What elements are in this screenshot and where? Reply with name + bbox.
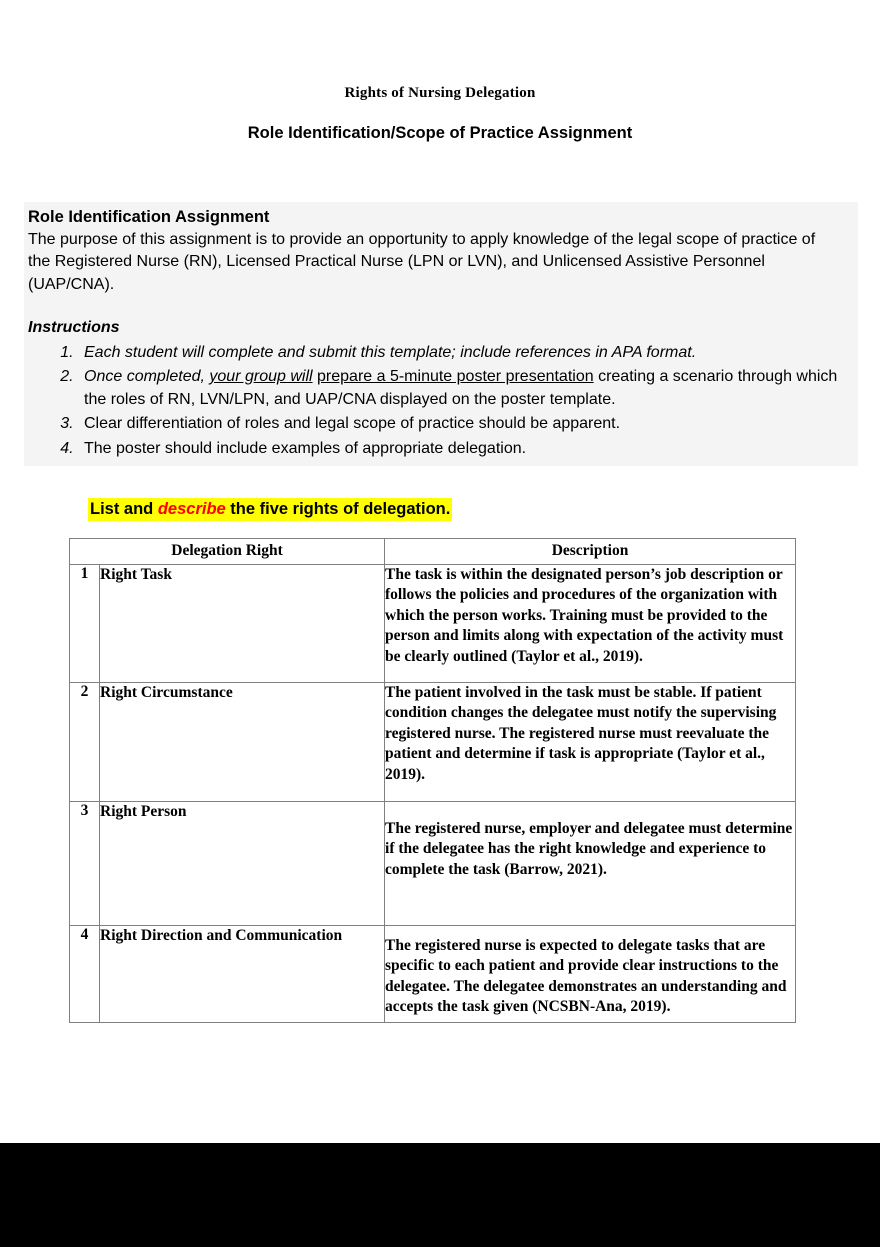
table-header-row	[70, 539, 796, 565]
page-subtitle: Role Identification/Scope of Practice Assignment	[247, 124, 633, 142]
instruction-segment: Each student will complete and submit this template; include references in APA format.	[84, 343, 697, 361]
instruction-item	[78, 341, 840, 364]
row-delegation-right-name: Right Person	[100, 802, 385, 926]
table-row	[70, 802, 796, 926]
instruction-segment: your group will	[209, 367, 313, 385]
instruction-segment: Clear differentiation of roles and legal scope of practice should be apparent.	[84, 415, 621, 433]
prompt-text-after: the five rights of delegation.	[225, 500, 451, 518]
row-description: The registered nurse, employer and delegatee must determine if the delegatee has the right knowledge and experience to complete the task (Barrow, 2021).	[385, 802, 796, 926]
row-description: The registered nurse is expected to delegate tasks that are specific to each patient and provide clear instructions to the delegatee. The delegatee demonstrates an understanding and accepts the task given (NCSBN-Ana, 2019).	[385, 926, 796, 1023]
assignment-heading: Role Identification Assignment	[28, 208, 270, 226]
assignment-instructions-panel	[24, 202, 858, 466]
row-number: 3	[70, 802, 100, 926]
table-body	[70, 565, 796, 1023]
column-header-delegation-right: Delegation Right	[70, 539, 385, 565]
prompt-emphasis-describe: describe	[157, 500, 226, 518]
delegation-rights-table	[69, 538, 796, 1023]
row-number: 4	[70, 926, 100, 1023]
table-header	[70, 539, 796, 565]
row-delegation-right-name: Right Direction and Communication	[100, 926, 385, 1023]
page-title: Rights of Nursing Delegation	[344, 85, 536, 101]
row-delegation-right-name: Right Task	[100, 565, 385, 683]
instruction-item	[78, 412, 840, 435]
row-description: The patient involved in the task must be stable. If patient condition changes the delegatee must notify the supervising registered nurse. The registered nurse must reevaluate the patient and determine if task is appropriate (Taylor et al., 2019).	[385, 683, 796, 802]
delegation-prompt	[88, 498, 452, 521]
row-number: 2	[70, 683, 100, 802]
table-row	[70, 926, 796, 1023]
instructions-heading: Instructions	[28, 318, 120, 336]
prompt-text-before: List and	[90, 500, 158, 518]
table-row	[70, 565, 796, 683]
instruction-segment: The poster should include examples of appropriate delegation.	[84, 439, 527, 457]
instruction-segment: prepare a 5-minute poster presentation	[317, 367, 594, 385]
instruction-segment: Once completed,	[84, 367, 210, 385]
row-number: 1	[70, 565, 100, 683]
instructions-list	[28, 341, 846, 460]
instruction-item	[78, 437, 840, 460]
instruction-item	[78, 365, 840, 411]
row-delegation-right-name: Right Circumstance	[100, 683, 385, 802]
table-row	[70, 683, 796, 802]
column-header-description: Description	[385, 539, 796, 565]
page-bottom-black-bar	[0, 1143, 880, 1247]
row-description: The task is within the designated person’s job description or follows the policies and procedures of the organization with which the person works. Training must be provided to the person and limits along with expectation of the activity must be clearly outlined (Taylor et al., 2019).	[385, 565, 796, 683]
assignment-purpose-text: The purpose of this assignment is to provide an opportunity to apply knowledge of the legal scope of practice of the Registered Nurse (RN), Licensed Practical Nurse (LPN or LVN), and Unlicensed Assistive Personnel (UAP/CNA).	[28, 230, 816, 294]
instruction-segment: creating a scenario through which the roles of RN, LVN/LPN, and UAP/CNA displayed on the poster template.	[84, 367, 838, 409]
